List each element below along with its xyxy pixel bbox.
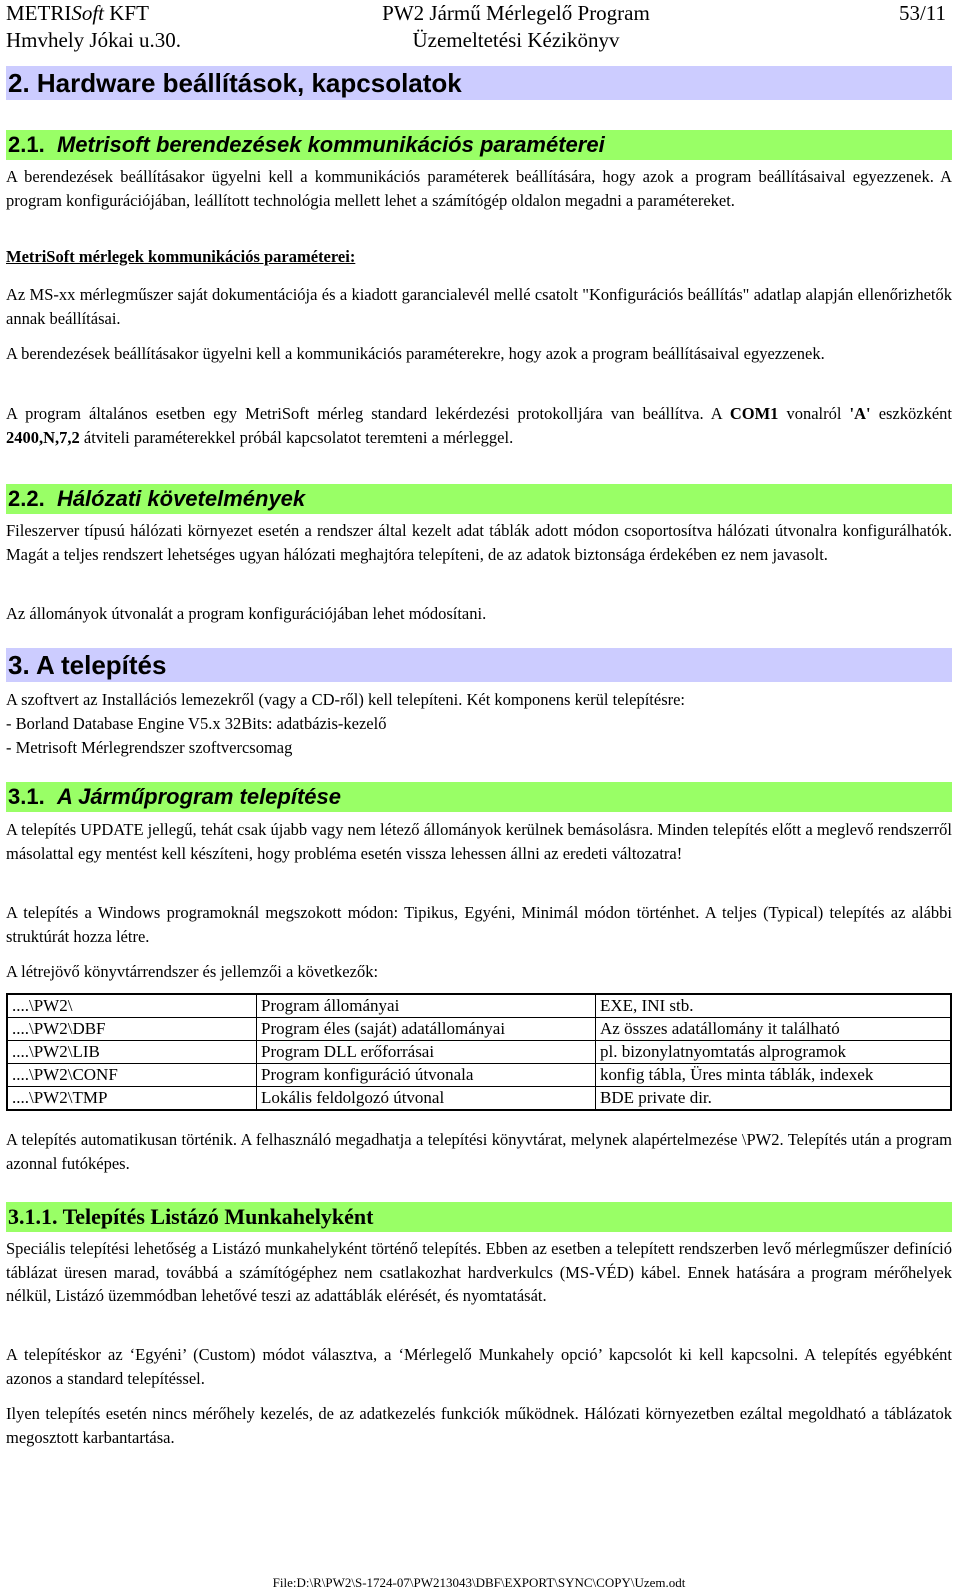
file-path-footer: File:D:\R\PW2\S-1724-07\PW213043\DBF\EXPORT\SYNC\COPY\Uzem.odt [272, 1575, 686, 1590]
table-cell: ....\PW2\LIB [7, 1041, 257, 1064]
table-cell: pl. bizonylatnyomtatás alprogramok [596, 1041, 952, 1064]
section-3-1-para-2: A telepítés a Windows programoknál megszokott módon: Tipikus, Egyéni, Minimál módon történhet. A teljes (Typical) telepítés az alábbi struktúrát hozza létre. [6, 903, 952, 946]
section-3-1-1-para-2: A telepítéskor az ‘Egyéni’ (Custom) módot választva, a ‘Mérlegelő Munkahely opció’ kapcsolót ki kell kapcsolni. A telepítés egyébként azonos a standard telepítéssel. [6, 1345, 952, 1388]
section-3-1-para-4: A telepítés automatikusan történik. A felhasználó megadhatja a telepítési könyvtárat, melynek alapértelmezése \PW2. Telepítés után a program azonnal futóképes. [6, 1130, 952, 1173]
section-3-1-1-para-3: Ilyen telepítés esetén nincs mérőhely kezelés, de az adatkezelés funkciók működnek. Hálózati környezetben ezáltal megoldható a táblázatok megosztott karbantartása. [6, 1404, 952, 1447]
section-3-1-para-3: A létrejövő könyvtárrendszer és jellemzői a következők: [6, 962, 379, 981]
section-3-line-2: - Borland Database Engine V5.x 32Bits: adatbázis-kezelő [6, 714, 387, 733]
manual-title: Üzemeltetési Kézikönyv [412, 28, 620, 52]
table-cell: ....\PW2\ [7, 994, 257, 1018]
company-address: Hmvhely Jókai u.30. [6, 28, 181, 52]
section-3-1-1-heading: 3.1.1. Telepítés Listázó Munkahelyként [6, 1202, 952, 1232]
section-3-line-3: - Metrisoft Mérlegrendszer szoftvercsomag [6, 738, 293, 757]
section-3-1-1-para-1: Speciális telepítési lehetőség a Listázó munkahelyként történő telepítés. Ebben az esetben a telepített rendszerben levő mérlegműszer definíció táblázat üresen marad, továbbá a számítógéphez nem csatlakozhat hardverkulcs (MS-VÉD) kábel. Ennek hatására a program mérőhelyek nélkül, Listázó üzemmódban lehetővé teszi az adattáblák elérését, és nyomtatását. [6, 1239, 952, 1305]
table-cell: BDE private dir. [596, 1087, 952, 1111]
table-cell: ....\PW2\DBF [7, 1018, 257, 1041]
section-3-heading: 3. A telepítés [6, 648, 952, 682]
table-row [7, 1087, 951, 1111]
section-2-1-para-1: A berendezések beállításakor ügyelni kell a kommunikációs paraméterek beállítására, hogy azok a program beállításaival egyezzenek. A program konfigurációjában, leállított technológia mellett lehet a számítógép oldalon megadni a paramétereket. [6, 167, 952, 210]
table-cell: Program éles (saját) adatállományai [257, 1018, 596, 1041]
section-3-line-1: A szoftvert az Installációs lemezekről (vagy a CD-ről) kell telepíteni. Két komponens kerül telepítésre: [6, 690, 686, 709]
section-2-2-heading: 2.2. Hálózati követelmények [6, 484, 952, 514]
table-cell: konfig tábla, Üres minta táblák, indexek [596, 1064, 952, 1087]
table-row [7, 1064, 951, 1087]
table-cell: ....\PW2\TMP [7, 1087, 257, 1111]
section-3-1-para-1: A telepítés UPDATE jellegű, tehát csak újabb vagy nem létező állományok kerülnek bemásolásra. Minden telepítés előtt a meglevő rendszerről másolattal egy mentést kell készíteni, hogy probléma esetén vissza lehessen állni az eredeti változatra! [6, 820, 952, 863]
table-row [7, 994, 951, 1018]
section-2-1-heading: 2.1. Metrisoft berendezések kommunikációs paraméterei [6, 130, 952, 160]
section-2-1-para-2: Az MS-xx mérlegműszer saját dokumentációja és a kiadott garancialevél mellé csatolt "Konfigurációs beállítás" adatlap alapján ellenőrizhetők annak beállításai. [6, 285, 952, 328]
table-cell: Program DLL erőforrásai [257, 1041, 596, 1064]
section-2-1-para-3: A berendezések beállításakor ügyelni kell a kommunikációs paraméterekre, hogy azok a program beállításaival egyezzenek. [6, 344, 825, 363]
section-2-2-para-2: Az állományok útvonalát a program konfigurációjában lehet módosítani. [6, 604, 487, 623]
table-cell: Program konfiguráció útvonala [257, 1064, 596, 1087]
directory-table [6, 993, 952, 1111]
table-cell: Lokális feldolgozó útvonal [257, 1087, 596, 1111]
table-cell: EXE, INI stb. [596, 994, 952, 1018]
company-name: METRISoft KFT [6, 1, 149, 25]
table-row [7, 1041, 951, 1064]
page-header [6, 0, 956, 60]
table-cell: Az összes adatállomány it található [596, 1018, 952, 1041]
section-2-1-subheading: MetriSoft mérlegek kommunikációs paraméterei: [6, 247, 356, 266]
table-cell: ....\PW2\CONF [7, 1064, 257, 1087]
section-2-2-para-1: Fileszerver típusú hálózati környezet esetén a rendszer által kezelt adat táblák adott módon csoportosítva hálózati útvonalra konfigurálhatók. Magát a teljes rendszert lehetséges ugyan hálózati meghajtóra telepíteni, de az adatok biztonsága érdekében ez nem javasolt. [6, 521, 952, 564]
program-title: PW2 Jármű Mérlegelő Program [382, 1, 650, 25]
section-2-heading: 2. Hardware beállítások, kapcsolatok [6, 66, 952, 100]
table-row [7, 1018, 951, 1041]
table-cell: Program állományai [257, 994, 596, 1018]
section-2-1-para-4: A program általános esetben egy MetriSoft mérleg standard lekérdezési protokolljára van beállítva. A COM1 vonalról 'A' eszközként 2400,N,7,2 átviteli paraméterekkel próbál kapcsolatot teremteni a mérleggel. [6, 404, 952, 447]
section-3-1-heading: 3.1. A Járműprogram telepítése [6, 782, 952, 812]
page-number: 53/11 [898, 1, 946, 25]
